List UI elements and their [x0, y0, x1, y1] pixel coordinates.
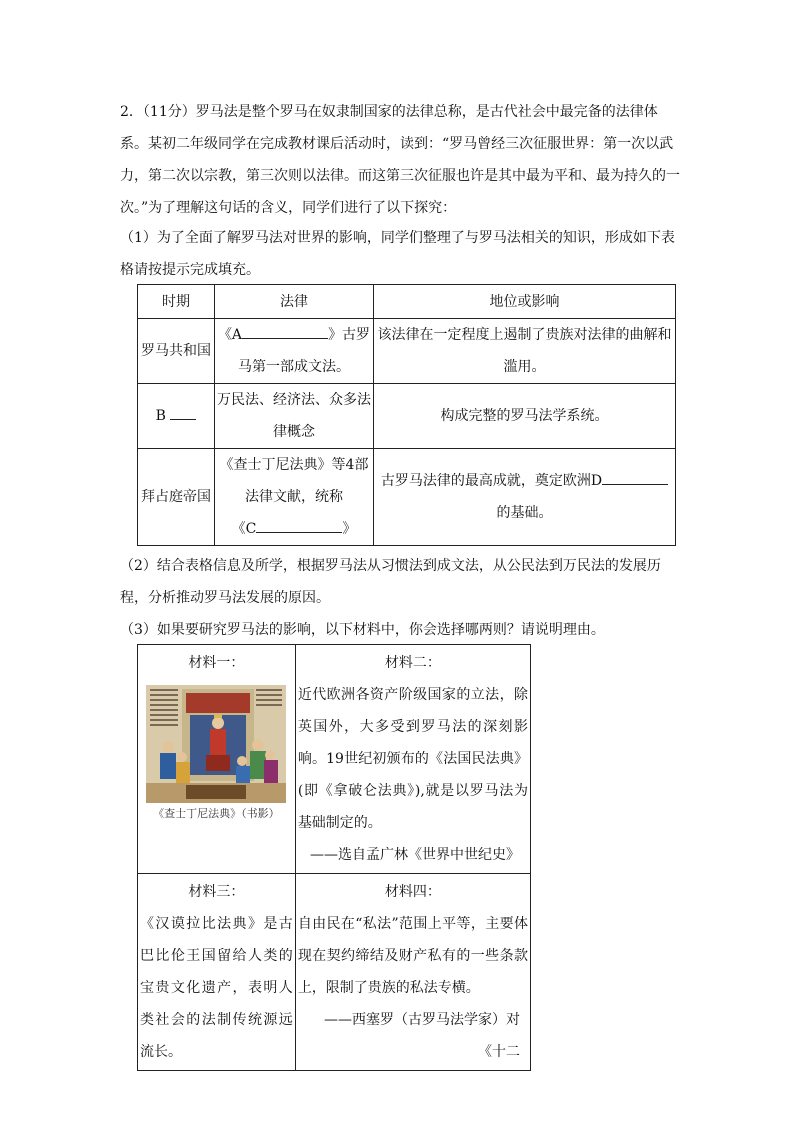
law-blank-prefix: 《C	[231, 521, 257, 537]
cell-impact: 构成完整的罗马法学系统。	[374, 384, 676, 449]
materials-row	[138, 645, 531, 874]
header-impact: 地位或影响	[374, 285, 676, 319]
question-intro-text: 罗马法是整个罗马在奴隶制国家的法律总称，是古代社会中最完备的法律体系。某初二年级同学在完成教材课后活动时，读到：“罗马曾经三次征服世界：第一次以武力，第二次以宗教，第三次则以法律。而这第三次征服也许是其中最为平和、最为持久的一次。”为了理解这句话的含义，同学们进行了以下探究：	[120, 104, 680, 216]
impact-suffix: 的基础。	[496, 505, 553, 521]
question-number: 2．	[120, 104, 143, 120]
cell-law	[215, 449, 374, 546]
material-2-title: 材料二：	[384, 655, 441, 671]
cell-impact: 该法律在一定程度上遏制了贵族对法律的曲解和滥用。	[374, 319, 676, 384]
material-1-title: 材料一：	[188, 655, 245, 671]
law-blank-suffix: 》	[342, 521, 357, 537]
material-4	[295, 874, 530, 1071]
table-header-row	[138, 285, 676, 319]
table-row	[138, 384, 676, 449]
blank-d[interactable]	[602, 470, 668, 485]
material-2-source: ——选自孟广林《世界中世纪史》	[310, 847, 520, 863]
material-3	[138, 874, 296, 1071]
question-intro	[120, 96, 680, 224]
law-prefix: 《A	[217, 327, 243, 343]
material-3-text: 《汉谟拉比法典》是古巴比伦王国留给人类的宝贵文化遗产，表明人类社会的法制传统源远流长。	[140, 916, 293, 1060]
law-text: 《查士丁尼法典》等4部法律文献，统称	[219, 457, 369, 505]
roman-law-table	[137, 284, 676, 546]
material-3-title: 材料三：	[188, 884, 245, 900]
materials-table	[137, 644, 531, 1071]
material-4-text: 自由民在“私法”范围上平等，主要体现在契约缔结及财产私有的一些条款上，限制了贵族的私法专横。	[297, 916, 528, 996]
sub-question-2: （2）结合表格信息及所学，根据罗马法从习惯法到成文法，从公民法到万民法的发展历程，分析推动罗马法发展的原因。	[120, 558, 661, 606]
table-row	[138, 319, 676, 384]
blank-b[interactable]	[170, 405, 196, 420]
blank-c[interactable]	[256, 518, 342, 533]
question-score: （11分）	[142, 104, 196, 120]
blank-a[interactable]	[242, 324, 328, 339]
materials-row	[138, 874, 531, 1071]
header-law: 法律	[215, 285, 374, 319]
table-row	[138, 449, 676, 546]
cell-impact	[374, 449, 676, 546]
material-4-source: ——西塞罗（古罗马法学家）对《十二	[324, 1012, 520, 1060]
cell-period: 罗马共和国	[138, 319, 215, 384]
cell-period: 拜占庭帝国	[138, 449, 215, 546]
material-2	[295, 645, 530, 874]
sub-question-1: （1）为了全面了解罗马法对世界的影响，同学们整理了与罗马法相关的知识，形成如下表格请按提示完成填充。	[120, 230, 675, 278]
sub-question-3: （3）如果要研究罗马法的影响，以下材料中，你会选择哪两则？请说明理由。	[120, 622, 605, 638]
material-4-title: 材料四：	[384, 884, 441, 900]
material-1	[138, 645, 296, 874]
law-suffix: 》古罗马第一部成文法。	[238, 327, 371, 375]
impact-prefix: 古罗马法律的最高成就，奠定欧洲D	[380, 473, 603, 489]
cell-law: 万民法、经济法、众多法律概念	[215, 384, 374, 449]
cell-period	[138, 384, 215, 449]
header-period: 时期	[138, 285, 215, 319]
material-1-caption: 《查士丁尼法典》（书影）	[153, 807, 280, 820]
period-prefix: B	[155, 408, 166, 424]
codex-illustration-image	[146, 685, 286, 803]
material-2-text: 近代欧洲各资产阶级国家的立法，除英国外，大多受到罗马法的深刻影响。19世纪初颁布的《法国民法典》(即《拿破仑法典》),就是以罗马法为基础制定的。	[297, 687, 528, 831]
cell-law	[215, 319, 374, 384]
